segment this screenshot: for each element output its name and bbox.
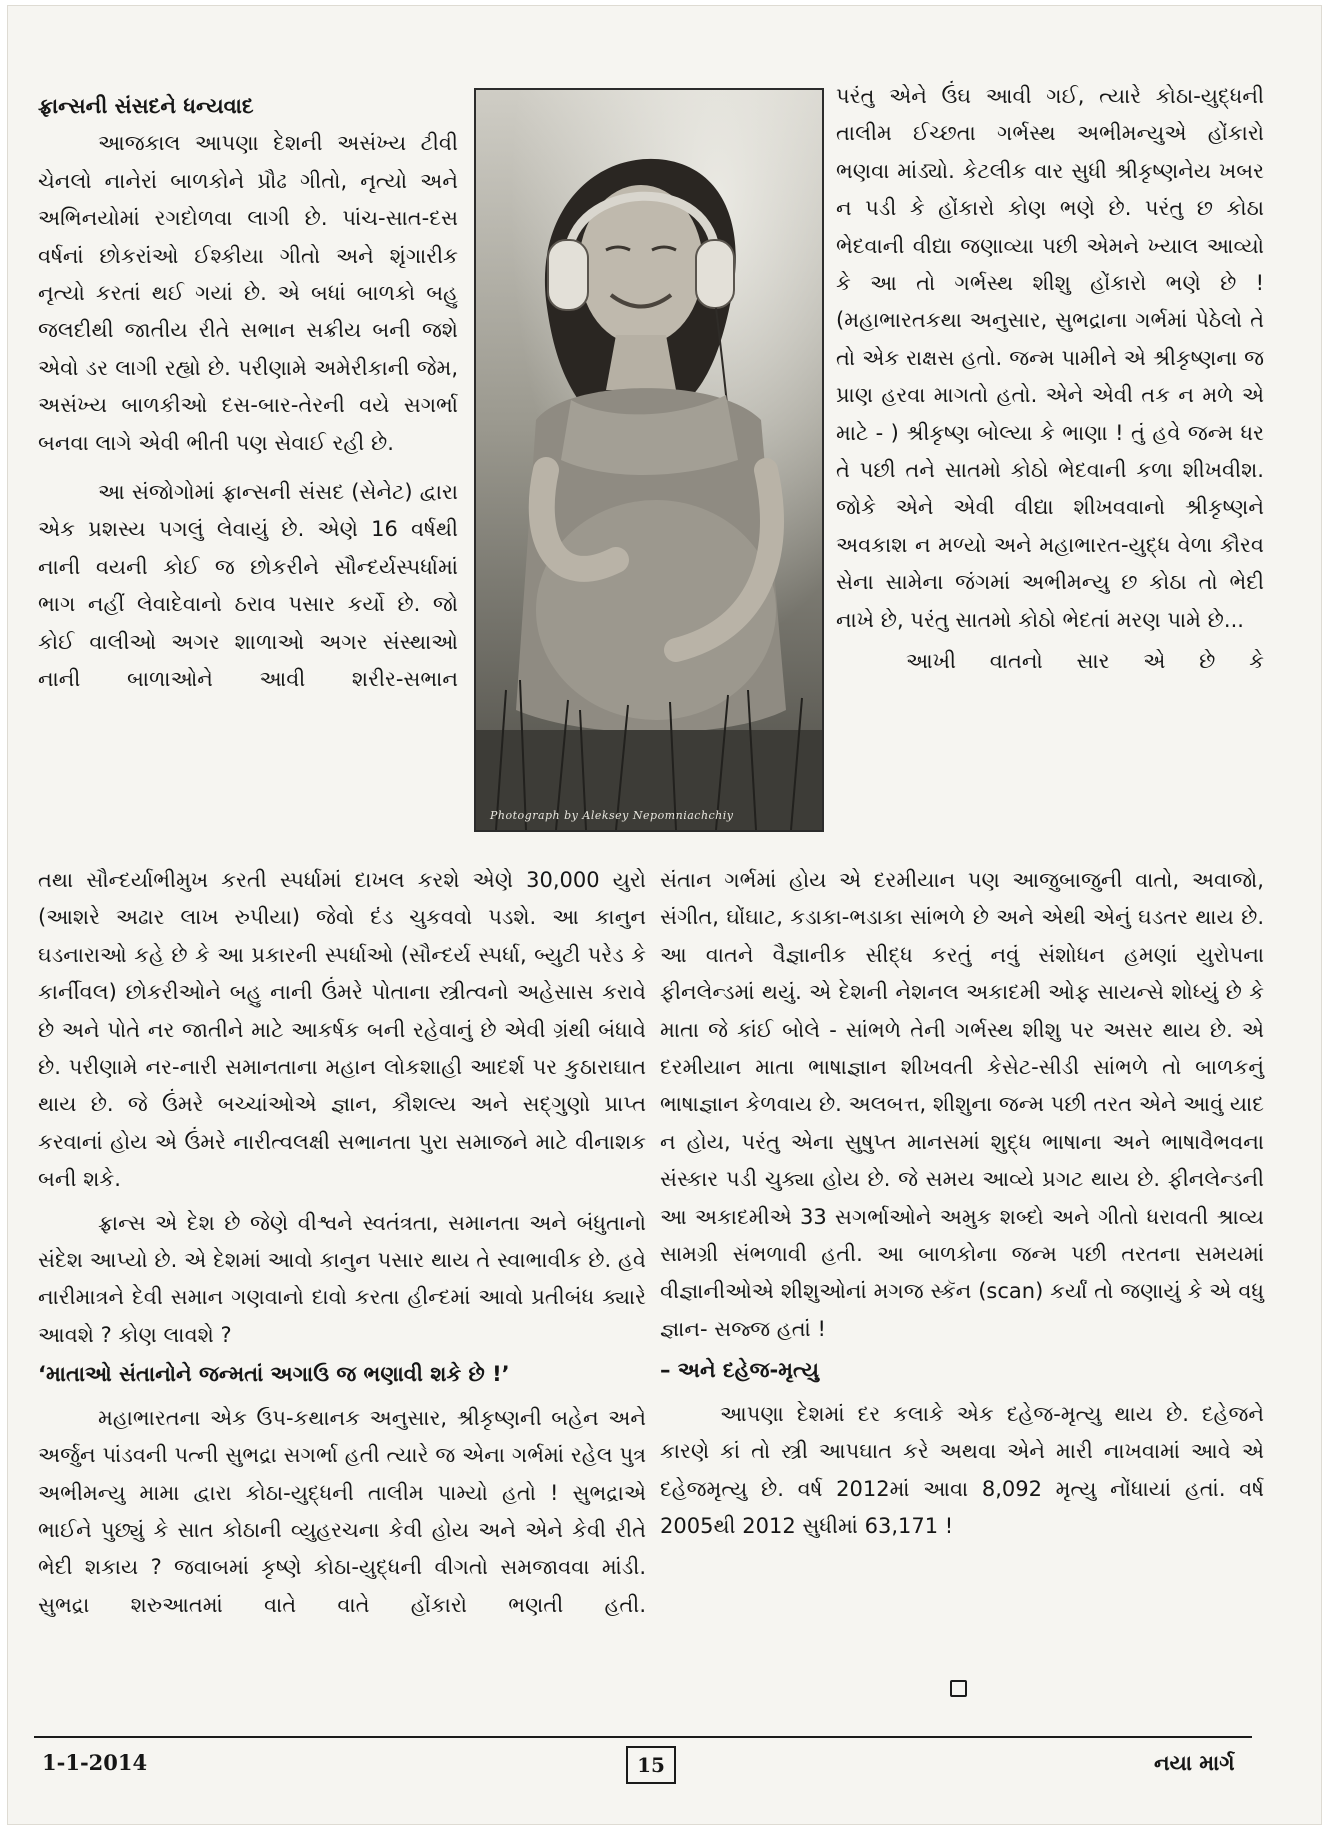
photo-caption: Photograph by Aleksey Nepomniachchiy xyxy=(490,809,734,822)
article-end-mark xyxy=(950,1680,967,1697)
issue-date: 1-1-2014 xyxy=(42,1750,148,1775)
paragraph: આજકાલ આપણા દેશની અસંખ્ય ટીવી ચેનલો નાનેરાં બાળકોને પ્રૌઢ ગીતો, નૃત્યો અને અભિનયોમાં રગદોળવા લાગી છે. પાંચ-સાત-દસ વર્ષનાં છોકરાંઓ ઈશ્કીયા ગીતો અને શૃંગારીક નૃત્યો કરતાં થઈ ગયાં છે. એ બધાં બાળકો બહુ જલદીથી જાતીય રીતે સભાન સક્રીય બની જશે એવો ડર લાગી રહ્યો છે. પરીણામે અમેરીકાની જેમ, અસંખ્ય બાળકીઓ દસ-બાર-તેરની વયે સગર્ભા બનવા લાગે એવી ભીતી પણ સેવાઈ રહી છે. xyxy=(38,131,458,455)
footer-rule xyxy=(34,1736,1252,1738)
right-column xyxy=(836,78,1264,681)
paragraph: તથા સૌન્દર્યાભીમુખ કરતી સ્પર્ધામાં દાખલ કરશે એણે 30,000 યુરો (આશરે અઢાર લાખ રુપીયા) જેવો દંડ ચુકવવો પડશે. આ કાનુન ઘડનારાઓ કહે છે કે આ પ્રકારની સ્પર્ધાઓ (સૌન્દર્ય સ્પર્ધા, બ્યુટી પરેડ કે કાર્નીવલ) છોકરીઓને બહુ નાની ઉંમરે પોતાના સ્ત્રીત્વનો અહેસાસ કરાવે છે અને પોતે નર જાતીને માટે આકર્ષક બની રહેવાનું છે એવી ગ્રંથી બંધાવે છે. પરીણામે નર-નારી સમાનતાના મહાન લોકશાહી આદર્શ પર કુઠારાઘાત થાય છે. જે ઉંમરે બચ્ચાંઓએ જ્ઞાન, કૌશલ્ય અને સદ્ગુણો પ્રાપ્ત કરવાનાં હોય એ ઉંમરે નારીત્વલક્ષી સભાનતા પુરા સમાજને માટે વીનાશક બની શકે. xyxy=(38,868,646,1192)
photo-illustration xyxy=(476,90,822,830)
article-heading-dowry: – અને દહેજ-મૃત્યુ xyxy=(660,1358,819,1383)
article-heading-france: ફ્રાન્સની સંસદને ધન્યવાદ xyxy=(38,94,254,118)
lower-left-column xyxy=(38,862,646,1624)
article-heading-mothers: ‘માતાઓ સંતાનોને જન્મતાં અગાઉ જ ભણાવી શકે છે !’ xyxy=(38,1362,510,1387)
page-number: 15 xyxy=(626,1746,676,1784)
pregnant-woman-photo xyxy=(474,88,824,832)
magazine-page xyxy=(8,6,1321,1824)
paragraph-start: આખી વાતનો સાર એ છે કે xyxy=(906,649,1264,674)
paragraph: આ સંજોગોમાં ફ્રાન્સની સંસદ (સેનેટ) દ્વારા એક પ્રશસ્ય પગલું લેવાયું છે. એણે 16 વર્ષથી નાની વયની કોઈ જ છોકરીને સૌન્દર્યસ્પર્ધામાં ભાગ નહીં લેવાદેવાનો ઠરાવ પસાર કર્યો છે. જો કોઈ વાલીઓ અગર શાળાઓ અગર સંસ્થાઓ નાની બાળાઓને આવી શરીર-સભાન xyxy=(38,480,458,692)
paragraph: પરંતુ એને ઉંઘ આવી ગઈ, ત્યારે કોઠા-યુદ્ધની તાલીમ ઈચ્છતા ગર્ભસ્થ અભીમન્યુએ હોંકારો ભણવા માંડ્યો. કેટલીક વાર સુધી શ્રીકૃષ્ણનેય ખબર ન પડી કે હોંકારો કોણ ભણે છે. પરંતુ છ કોઠા ભેદવાની વીદ્યા જણાવ્યા પછી એમને ખ્યાલ આવ્યો કે આ તો ગર્ભસ્થ શીશુ હોંકારો ભણે છે ! (મહાભારતકથા અનુસાર, સુભદ્રાના ગર્ભમાં પેઠેલો તે તો એક રાક્ષસ હતો. જન્મ પામીને એ શ્રીકૃષ્ણના જ પ્રાણ હરવા માગતો હતો. એને એવી તક ન મળે એ માટે - ) શ્રીકૃષ્ણ બોલ્યા કે ભાણા ! તું હવે જન્મ ધર તે પછી તને સાતમો કોઠો ભેદવાની કળા શીખવીશ. જોકે એને એવી વીદ્યા શીખવવાનો શ્રીકૃષ્ણને અવકાશ ન મળ્યો અને મહાભારત-યુદ્ધ વેળા કૌરવ સેના સામેના જંગમાં અભીમન્યુ છ કોઠા તો ભેદી નાખે છે, પરંતુ સાતમો કોઠો ભેદતાં મરણ પામે છે... xyxy=(836,84,1264,632)
paragraph: ફ્રાન્સ એ દેશ છે જેણે વીશ્વને સ્વતંત્રતા, સમાનતા અને બંધુતાનો સંદેશ આપ્યો છે. એ દેશમાં આવો કાનુન પસાર થાય તે સ્વાભાવીક છે. હવે નારીમાત્રને દેવી સમાન ગણવાનો દાવો કરતા હીન્દમાં આવો પ્રતીબંધ ક્યારે આવશે ? કોણ લાવશે ? xyxy=(38,1210,646,1347)
paragraph: આપણા દેશમાં દર કલાકે એક દહેજ-મૃત્યુ થાય છે. દહેજને કારણે કાં તો સ્ત્રી આપઘાત કરે અથવા એને મારી નાખવામાં આવે એ દહેજમૃત્યુ છે. વર્ષ 2012માં આવા 8,092 મૃત્યુ નોંધાયાં હતાં. વર્ષ 2005થી 2012 સુધીમાં 63,171 ! xyxy=(660,1401,1264,1538)
left-column xyxy=(38,88,458,699)
paragraph: સંતાન ગર્ભમાં હોય એ દરમીયાન પણ આજુબાજુની વાતો, અવાજો, સંગીત, ઘોંઘાટ, કડાકા-ભડાકા સાંભળે છે અને એથી એનું ઘડતર થાય છે. આ વાતને વૈજ્ઞાનીક સીદ્ધ કરતું નવું સંશોધન હમણાં યુરોપના ફીનલેન્ડમાં થયું. એ દેશની નેશનલ અકાદમી ઓફ સાયન્સે શોધ્યું છે કે માતા જે કાંઈ બોલે - સાંભળે તેની ગર્ભસ્થ શીશુ પર અસર થાય છે. એ દરમીયાન માતા ભાષાજ્ઞાન શીખવતી કેસેટ-સીડી સાંભળે તો બાળકનું ભાષાજ્ઞાન કેળવાય છે. અલબત્ત, શીશુના જન્મ પછી તરત એને આવું યાદ ન હોય, પરંતુ એના સુષુપ્ત માનસમાં શુદ્ધ ભાષાના અને ભાષાવૈભવના સંસ્કાર પડી ચુક્યા હોય છે. જે સમય આવ્યે પ્રગટ થાય છે. ફીનલેન્ડની આ અકાદમીએ 33 સગર્ભાઓને અમુક શબ્દો અને ગીતો ધરાવતી શ્રાવ્ય સામગ્રી સંભળાવી હતી. આ બાળકોના જન્મ પછી તરતના સમયમાં વીજ્ઞાનીઓએ શીશુઓનાં મગજ સ્કૅન (scan) કર્યાં તો જણાયું કે એ વધુ જ્ઞાન- સજ્જ હતાં ! xyxy=(660,868,1264,1341)
magazine-name: નયા માર્ગ xyxy=(1154,1750,1235,1775)
paragraph: મહાભારતના એક ઉપ-કથાનક અનુસાર, શ્રીકૃષ્ણની બહેન અને અર્જુન પાંડવની પત્ની સુભદ્રા સગર્ભા હતી ત્યારે જ એના ગર્ભમાં રહેલ પુત્ર અભીમન્યુ મામા દ્વારા કોઠા-યુદ્ધની તાલીમ પામ્યો હતો ! સુભદ્રાએ ભાઈને પુછ્યું કે સાત કોઠાની વ્યુહરચના કેવી હોય અને એને કેવી રીતે ભેદી શકાય ? જવાબમાં કૃષ્ણે કોઠા-યુદ્ધની વીગતો સમજાવવા માંડી. સુભદ્રા શરુઆતમાં વાતે વાતે હોંકારો ભણતી હતી. xyxy=(38,1405,646,1617)
lower-right-column xyxy=(660,862,1264,1545)
